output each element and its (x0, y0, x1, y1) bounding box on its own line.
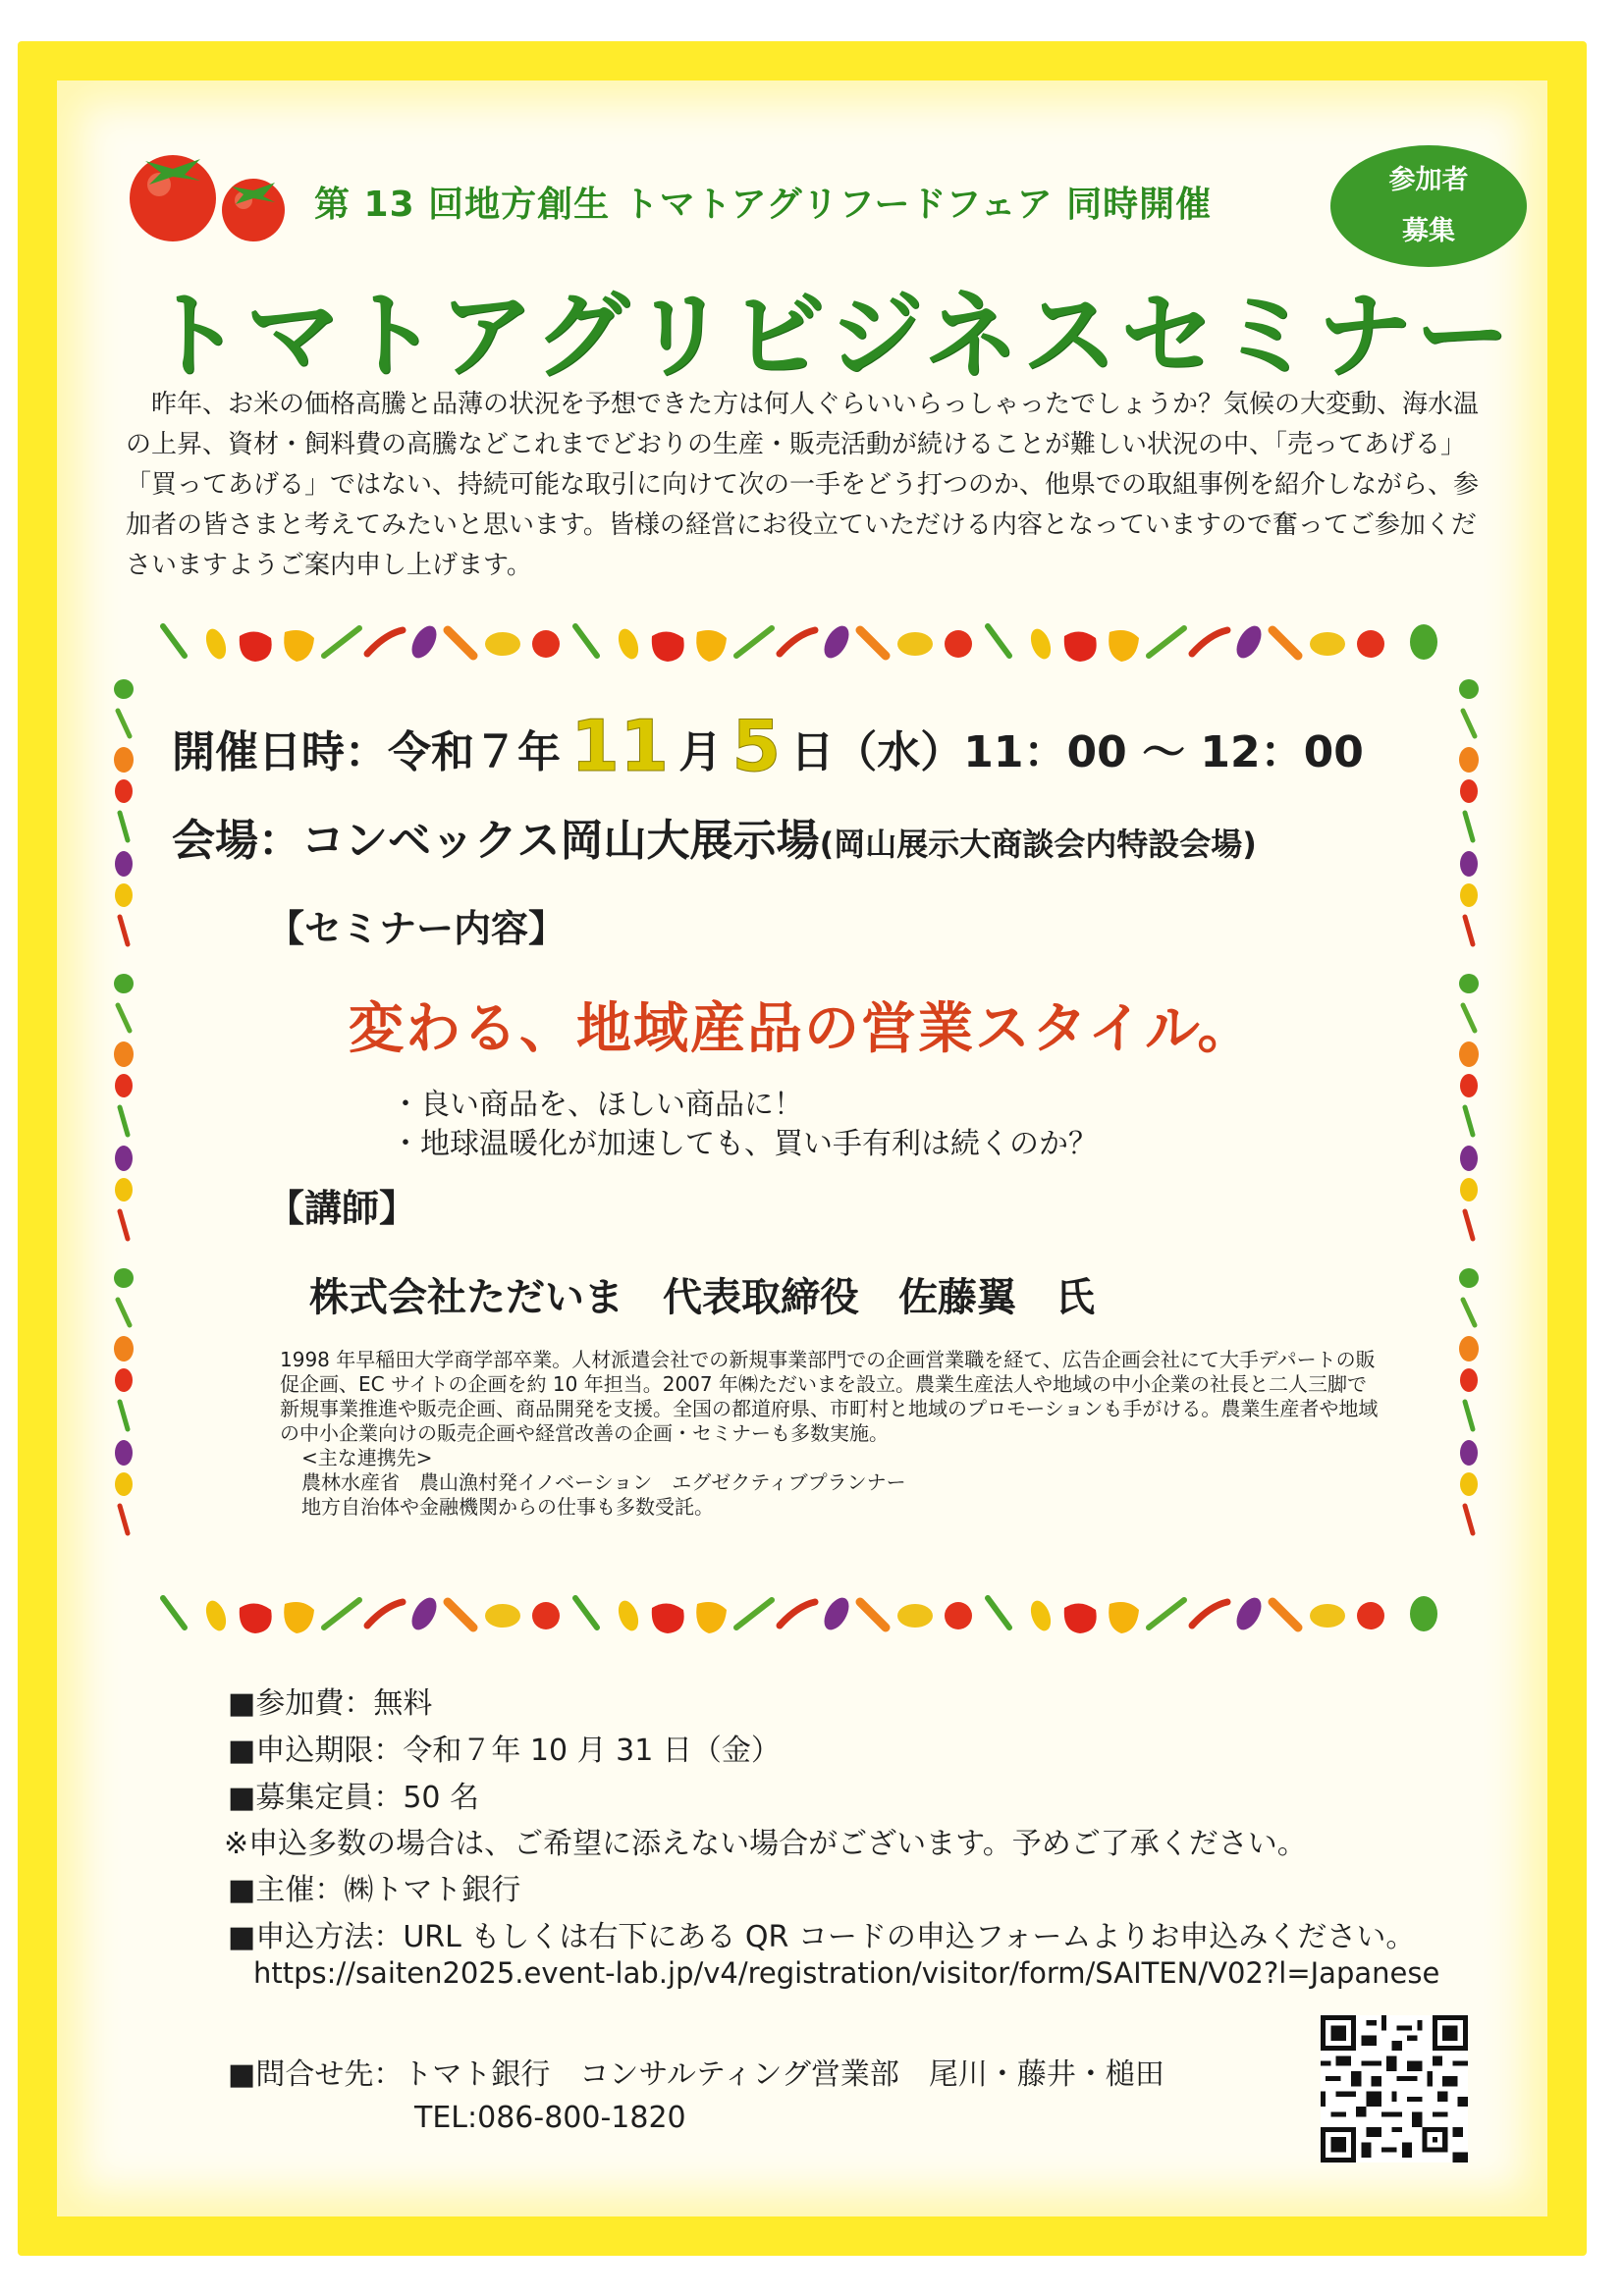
bio-partners: 農林水産省 農山漁村発イノベーション エグゼクティブプランナー (301, 1470, 906, 1494)
tomato-icon (106, 135, 302, 243)
speaker-name: 株式会社ただいま 代表取締役 佐藤翼 氏 (309, 1275, 1095, 1320)
deadline-line: ■申込期限：令和７年 10 月 31 日（金） (228, 1734, 781, 1768)
seminar-content-heading: 【セミナー内容】 (267, 907, 567, 950)
contact-line: ■問合せ先：トマト銀行 コンサルティング営業部 尾川・藤井・槌田 (228, 2057, 1164, 2092)
seminar-bullet-2: ・地球温暖化が加速しても、買い手有利は続くのか？ (391, 1127, 1098, 1161)
vegetable-border-bottom-icon (157, 1588, 1463, 1637)
qr-code-icon[interactable] (1321, 2015, 1468, 2163)
event-subtitle: 第 13 回地方創生 トマトアグリフードフェア 同時開催 (314, 185, 1213, 225)
contact-phone: TEL:086-800-1820 (414, 2101, 686, 2135)
speaker-heading: 【講師】 (267, 1187, 417, 1230)
bio-note: 地方自治体や金融機関からの仕事も多数受託。 (301, 1495, 714, 1519)
speaker-bio (280, 1348, 1380, 1520)
intro-paragraph: 昨年、お米の価格高騰と品薄の状況を予想できた方は何人ぐらいいらっしゃったでしょうか？気候の大変動、海水温の上昇、資材・飼料費の高騰などこれまでどおりの生産・販売活動が続けることが難しい状況の中、「売ってあげる」「買ってあげる」ではない、持続可能な取引に向けて次の一手をどう打つのか、他県での取組事例を紹介しながら、参加者の皆さまと考えてみたいと思います。皆様の経営にお役立ていただける内容となっていますので奮ってご参加くださいますようご案内申し上げます。 (126, 390, 1480, 580)
seminar-title: トマトアグリビジネスセミナー (147, 281, 1514, 391)
event-day: 5 (731, 705, 782, 787)
organizer-line: ■主催：㈱トマト銀行 (228, 1873, 521, 1907)
vegetable-border-left-icon (106, 677, 141, 1571)
bio-partners-heading: <主な連携先> (301, 1446, 433, 1469)
fee-line: ■参加費：無料 (228, 1686, 433, 1721)
month-unit: 月 (678, 727, 723, 777)
seminar-topic-title: 変わる、地域産品の営業スタイル。 (349, 997, 1255, 1061)
event-datetime (172, 705, 1364, 787)
capacity-line: ■募集定員：50 名 (228, 1781, 480, 1815)
seminar-bullet-1: ・良い商品を、ほしい商品に！ (391, 1088, 803, 1122)
venue-label: 会場：コンベックス岡山大展示場 (172, 816, 820, 866)
venue-note: (岡山展示大商談会内特設会場) (819, 826, 1257, 863)
vegetable-border-right-icon (1451, 677, 1487, 1571)
badge-line2: 募集 (1402, 216, 1455, 246)
registration-url[interactable]: https://saiten2025.event-lab.jp/v4/registration/visitor/form/SAITEN/V02?l=Japanese (253, 1956, 1440, 1990)
bio-paragraph: 1998 年早稲田大学商学部卒業。人材派遣会社での新規事業部門での企画営業職を経て、広告企画会社にて大手デパートの販促企画、EC サイトの企画を約 10 年担当。2007 年㈱ただいまを設立。農業生産法人や地域の中小企業の社長と二人三脚で新規事業推進や販売企画、商品開発を支援。全国の都道府県、市町村と地域のプロモーションも手がける。農業生産者や地域の中小企業向けの販売企画や経営改善の企画・セミナーも多数実施。 (280, 1348, 1379, 1445)
vegetable-border-top-icon (157, 616, 1463, 666)
event-month: 11 (570, 705, 670, 787)
application-note: ※申込多数の場合は、ご希望に添えない場合がございます。予めご了承ください。 (224, 1827, 1307, 1861)
date-label: 開催日時：令和７年 (172, 727, 561, 777)
badge-line1: 参加者 (1388, 165, 1469, 195)
event-venue (172, 805, 1257, 868)
application-method-line: ■申込方法：URL もしくは右下にある QR コードの申込フォームよりお申込みください。 (228, 1920, 1416, 1954)
participants-wanted-badge (1330, 145, 1527, 267)
day-and-time: 日（水）11：00 ～ 12：00 (790, 727, 1364, 777)
